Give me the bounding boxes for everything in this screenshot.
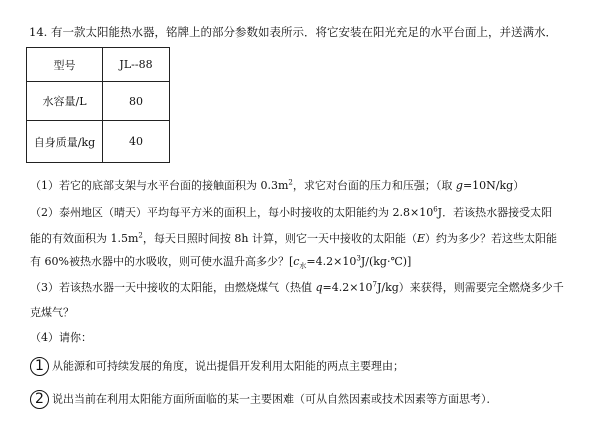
spec-table (26, 47, 170, 163)
row-label-capacity: 水容量/L (27, 82, 103, 121)
circled-number-two: 2 (30, 390, 49, 409)
table-row (27, 121, 170, 163)
part-3-line-1: （3）若该热水器一天中接收的太阳能，由燃烧煤气（热值 $q=4.2\times 10^7J/kg$）来获得，则需要完全燃烧多少千 (30, 280, 564, 294)
sub-question-2: 2 说出当前在利用太阳能方面所面临的某一主要困难（可从自然因素或技术因素等方面思考）． (30, 390, 498, 409)
table-row (27, 82, 170, 121)
sub-question-1: 1 从能源和可持续发展的角度，说出提倡开发利用太阳能的两点主要理由； (30, 357, 404, 376)
row-value-mass: 40 (103, 121, 170, 163)
part-4-heading: （4）请你： (30, 331, 92, 344)
table-row (27, 48, 170, 82)
question-title: 14. 有一款太阳能热水器，铭牌上的部分参数如表所示．将它安装在阳光充足的水平台面上，并送满水． (29, 25, 557, 39)
circled-number-one: 1 (30, 357, 49, 376)
part-2-line-3: 有 60%被热水器中的水吸收，则可使水温升高多少？$[c_水=4.2\times 10^3J/(kg\cdot℃)]$ (30, 254, 412, 271)
row-value-capacity: 80 (103, 82, 170, 121)
part-1: （1）若它的底部支架与水平台面的接触面积为 $0.3m^2$，求它对台面的压力和压强；（取 g=10N/kg） (30, 178, 525, 192)
row-label-mass: 自身质量/kg (27, 121, 103, 163)
part-3-line-2: 克煤气？ (30, 306, 74, 319)
row-label-model: 型号 (27, 48, 103, 82)
row-value-model: JL--88 (103, 48, 170, 82)
part-2-line-1: （2）泰州地区（晴天）平均每平方米的面积上，每小时接收的太阳能约为 $2.8\times 10^6J$．若该热水器接受太阳 (30, 205, 553, 219)
part-2-line-2: 能的有效面积为 $1.5m^2$，每天日照时间按 8h 计算，则它一天中接收的太阳能（E）约为多少？若这些太阳能 (30, 231, 557, 245)
